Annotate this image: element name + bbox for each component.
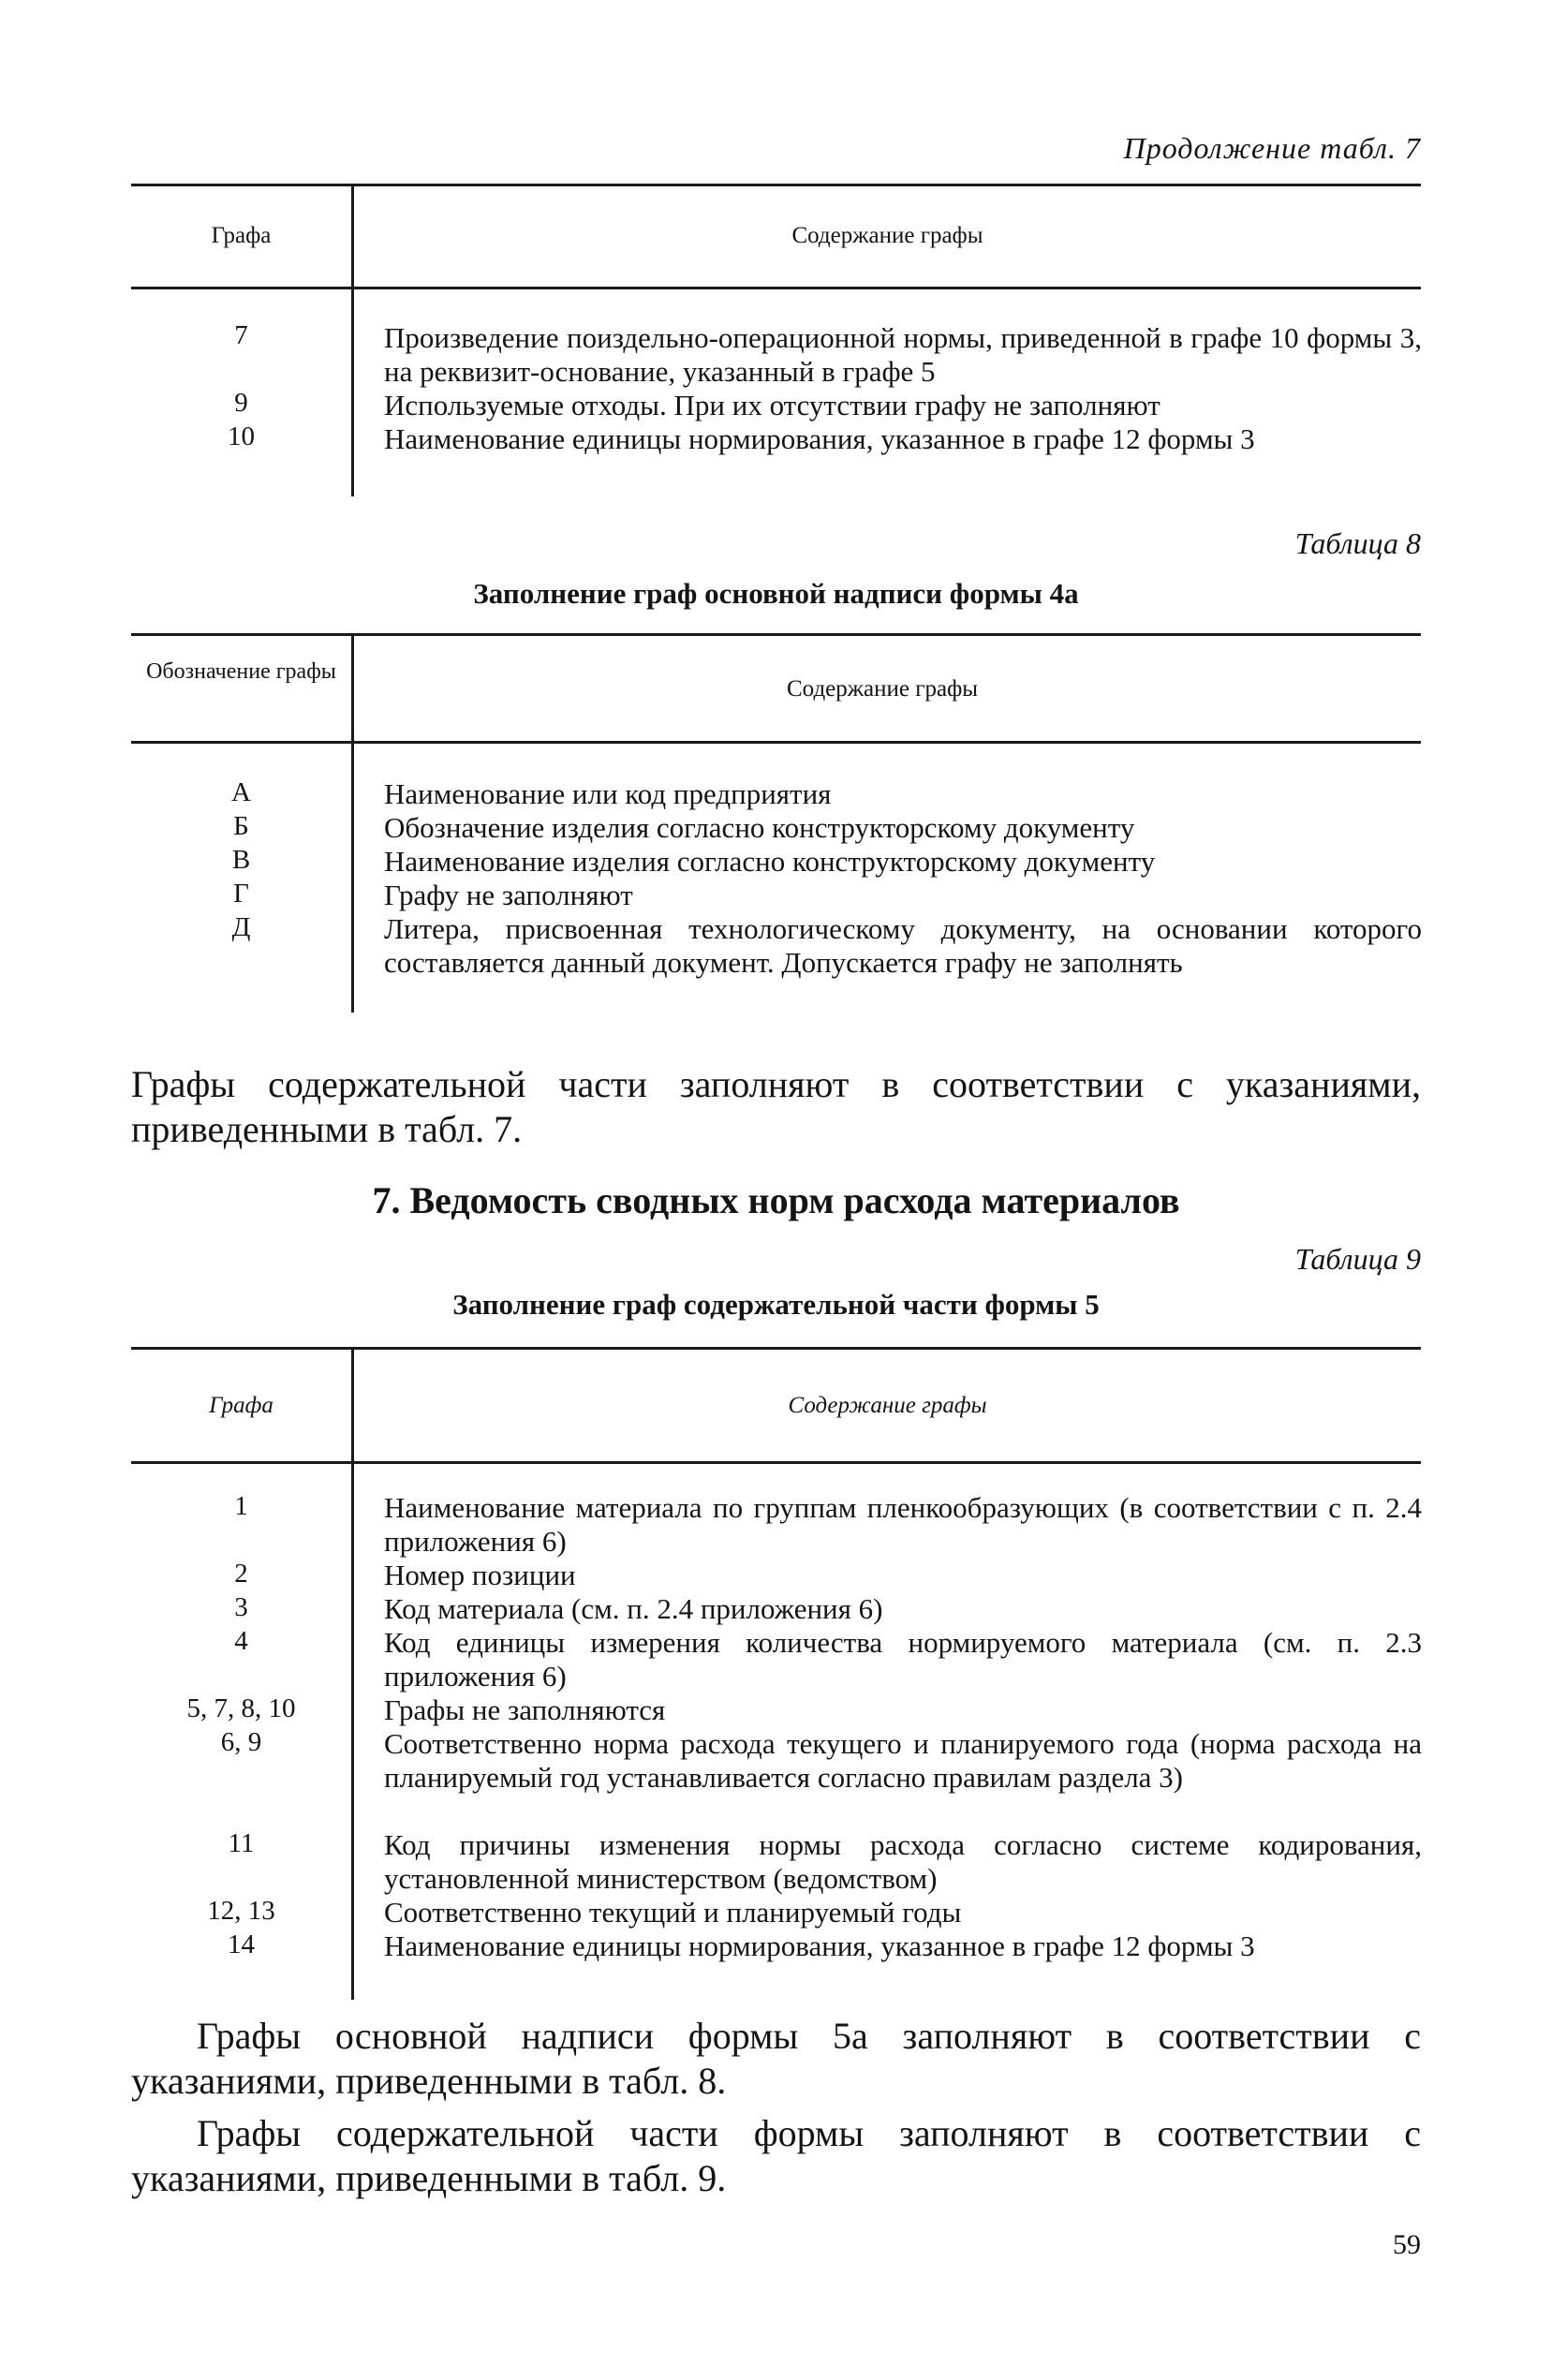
graph-content: Используемые отходы. При их отсутствии графу не заполняют [384,389,1160,421]
graph-content: Код единицы измерения количества нормируемого материала (см. п. 2.3 приложения 6) [384,1626,1422,1693]
graph-content: Наименование единицы нормирования, указанное в графе 12 формы 3 [384,422,1255,455]
column-header-graph: Обозначение графы [146,659,336,684]
graph-content: Наименование материала по группам пленкообразующих (в соответствии с п. 2.4 приложения 6) [384,1491,1422,1558]
graph-number: 2 [234,1559,248,1589]
column-header-content: Содержание графы [787,676,979,702]
graph-number: А [231,777,251,807]
column-header-content: Содержание графы [788,1393,987,1418]
graph-content: Соответственно норма расхода текущего и планируемого года (норма расхода на планируемый год устанавливается согласно правилам раздела 3) [384,1727,1422,1794]
graph-content: Произведение поиздельно-операционной нормы, приведенной в графе 10 формы 3, на реквизит-основание, указанный в графе 5 [384,321,1422,388]
graph-content: Номер позиции [384,1559,576,1591]
graph-number: 10 [228,421,255,451]
graph-number: Д [231,912,251,942]
graph-number: 12, 13 [207,1896,275,1926]
column-divider [351,741,354,1013]
table-top-rule [131,633,1421,636]
graph-content: Код материала (см. п. 2.4 приложения 6) [384,1592,883,1625]
graph-number: Б [233,811,249,841]
graph-content: Наименование изделия согласно конструкторскому документу [384,845,1156,878]
graph-number: 1 [234,1491,248,1521]
graph-content: Литера, присвоенная технологическому документу, на основании которого составляется данный документ. Допускается графу не заполнять [384,912,1422,979]
table-top-rule [131,1347,1421,1350]
graph-number: 14 [228,1929,255,1959]
graph-content: Наименование единицы нормирования, указанное в графе 12 формы 3 [384,1929,1255,1962]
column-divider [351,633,354,741]
column-divider [351,287,354,496]
table-label: Таблица 9 [1294,1242,1421,1276]
paragraph-table7-reference: Графы содержательной части заполняют в соответствии с указаниями, приведенными в табл. 7. [131,1063,1421,1150]
header-bottom-rule [131,287,1421,289]
header-bottom-rule [131,1461,1421,1464]
table-top-rule [131,184,1421,186]
graph-content: Графу не заполняют [384,879,633,911]
column-header-graph: Графа [211,223,272,248]
graph-number: В [231,845,251,875]
table-caption: Заполнение граф основной надписи формы 4а [473,577,1079,610]
column-divider [351,1461,354,2000]
graph-number: 5, 7, 8, 10 [186,1693,296,1723]
graph-content: Графы не заполняются [384,1693,666,1726]
section-heading: 7. Ведомость сводных норм расхода материалов [372,1179,1180,1221]
graph-number: 11 [228,1828,255,1858]
graph-content: Код причины изменения нормы расхода согласно системе кодирования, установленной министерством (ведомством) [384,1828,1422,1895]
graph-number: 7 [234,320,248,350]
paragraph-table8-reference: Графы основной надписи формы 5а заполняют в соответствии с указаниями, приведенными в табл. 8. [131,2015,1421,2102]
graph-content: Соответственно текущий и планируемый годы [384,1896,962,1929]
table-caption: Заполнение граф содержательной части формы 5 [452,1288,1100,1321]
header-bottom-rule [131,741,1421,744]
column-header-graph: Графа [209,1393,273,1418]
graph-number: 9 [234,388,248,418]
column-header-content: Содержание графы [791,223,983,248]
paragraph-table9-reference: Графы содержательной части формы заполняют в соответствии с указаниями, приведенными в табл. 9. [131,2112,1421,2199]
graph-content: Наименование или код предприятия [384,777,832,810]
graph-number: 6, 9 [220,1727,262,1757]
continuation-header: Продолжение табл. 7 [1123,131,1421,165]
graph-number: 4 [234,1626,248,1656]
graph-number: Г [233,879,249,909]
graph-number: 3 [234,1592,248,1622]
page-number: 59 [1393,2229,1421,2260]
graph-content: Обозначение изделия согласно конструкторскому документу [384,811,1135,844]
table-label: Таблица 8 [1294,526,1421,560]
